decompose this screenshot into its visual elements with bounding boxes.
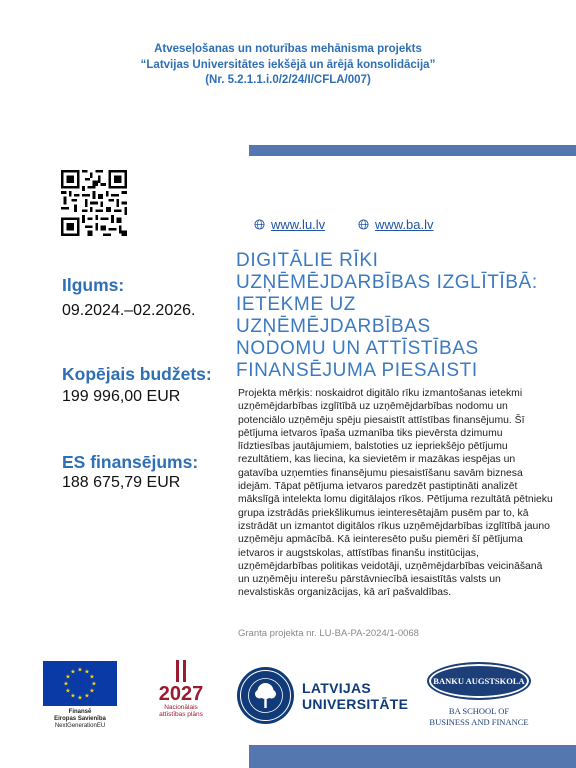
es-funding-label: ES finansējums:	[62, 452, 199, 472]
nap-caption-2: attīstības plāns	[159, 711, 203, 718]
eu-logo	[43, 661, 117, 730]
svg-text:★: ★	[89, 673, 95, 681]
ba-name-1: BA SCHOOL OF	[448, 706, 510, 716]
svg-text:★: ★	[65, 687, 71, 695]
eu-flag-icon	[43, 661, 117, 706]
ba-name-2: BUSINESS AND FINANCE	[429, 717, 529, 727]
header-line-3: (Nr. 5.2.1.1.i.0/2/24/I/CFLA/007)	[205, 74, 371, 86]
top-accent-bar	[249, 145, 576, 156]
ba-oval-badge: BANKU AUGSTSKOLA	[427, 662, 531, 700]
link-ba[interactable]	[358, 217, 434, 232]
header-line-1: Atveseļošanas un noturības mehānisma projekts	[154, 43, 422, 55]
svg-text:★: ★	[77, 694, 83, 702]
nap-bars-icon	[148, 660, 214, 682]
title-line-2: UZŅĒMĒJDARBĪBAS IZGLĪTĪBĀ:	[236, 272, 538, 293]
svg-text:★: ★	[89, 687, 95, 695]
title-line-3: IETEKME UZ UZŅĒMĒJDARBĪBAS	[236, 294, 431, 337]
title-line-4: NODOMU UN ATTĪSTĪBAS	[236, 338, 479, 359]
grant-number: Granta projekta nr. LU-BA-PA-2024/1-0068	[238, 628, 419, 639]
nap2027-logo	[148, 660, 214, 718]
lu-name-2: UNIVERSITĀTE	[302, 695, 409, 712]
link-ba-text[interactable]: www.ba.lv	[375, 217, 434, 232]
title-line-5: FINANSĒJUMA PIESAISTI	[236, 360, 478, 381]
budget-value: 199 996,00 EUR	[62, 388, 181, 405]
budget-label: Kopējais budžets:	[62, 364, 212, 384]
globe-icon	[358, 219, 369, 230]
svg-text:★: ★	[91, 680, 97, 688]
qr-code[interactable]	[61, 170, 127, 236]
duration-label: Ilgums:	[62, 275, 125, 295]
eu-caption-3: NextGenerationEU	[54, 723, 106, 729]
title-line-1: DIGITĀLIE RĪKI	[236, 250, 379, 271]
svg-text:★: ★	[84, 692, 90, 700]
svg-text:★: ★	[70, 668, 76, 676]
nap-caption-1: Nacionālais	[164, 704, 198, 711]
ba-logo	[424, 662, 534, 728]
eu-caption-1: Finansē	[68, 709, 92, 715]
svg-text:★: ★	[70, 692, 76, 700]
lu-seal-icon	[237, 667, 294, 724]
bottom-accent-bar	[249, 745, 576, 768]
link-lu[interactable]	[254, 217, 325, 232]
es-funding-value: 188 675,79 EUR	[62, 474, 181, 491]
duration-value: 09.2024.–02.2026.	[62, 302, 196, 319]
lu-logo	[237, 667, 408, 724]
project-title	[236, 250, 556, 382]
globe-icon	[254, 219, 265, 230]
header-line-2: “Latvijas Universitātes iekšējā un ārējā konsolidācija”	[140, 58, 436, 71]
svg-text:★: ★	[63, 680, 69, 688]
lu-name-1: LATVIJAS	[302, 679, 372, 696]
svg-text:★: ★	[65, 673, 71, 681]
eu-caption-2: Eiropas Savienība	[54, 716, 106, 722]
nap-year: 2027	[158, 683, 204, 705]
svg-text:★: ★	[77, 666, 83, 674]
svg-text:★: ★	[84, 668, 90, 676]
project-description: Projekta mērķis: noskaidrot digitālo rīku izmantošanas ietekmi uzņēmējdarbības izglītībā uz uzņēmējdarbības nodomu un potenciālo uzņēmēju spēju piesaistīt attīstības finansējumu. Šī pētījuma ietvaros īpaša uzmanība tiks pievērsta dzimumu līdztiesības jautājumiem, balstoties uz iepriekšējo pētījumu rezultātiem, kas liecina, ka sievietēm ir mazākas iespējas un gatavība uzņemties finansējumu piesaistīšanu savām biznesa idejām. Tāpat pētījuma ietvaros paredzēt pastiptināti analizēt mākslīgā intelekta lomu digitālajos rīkos. Pētījuma rezultātā pētnieku grupa izstrādās priekšlikumus ieinteresētajām pusēm par to, kā izstrādāt un izmantot digitālos rīkus uzņēmējdarbības izglītībā jauno uzņēmēju apmācībā. Kā ieinteresēto pušu piemēri šī pētījuma ietvaros ir augstskolas, attīstības finanšu institūcijas, uzņēmējdarbības politikas veidotāji, uzņēmējdarbības veicināšanā un uzņēmēju interešu pārstāvniecībā iesaistītās valsts un nevalstiskās organizācijas, kā arī pašvaldības.	[238, 388, 553, 599]
project-header	[0, 42, 576, 89]
link-lu-text[interactable]: www.lu.lv	[271, 217, 326, 232]
